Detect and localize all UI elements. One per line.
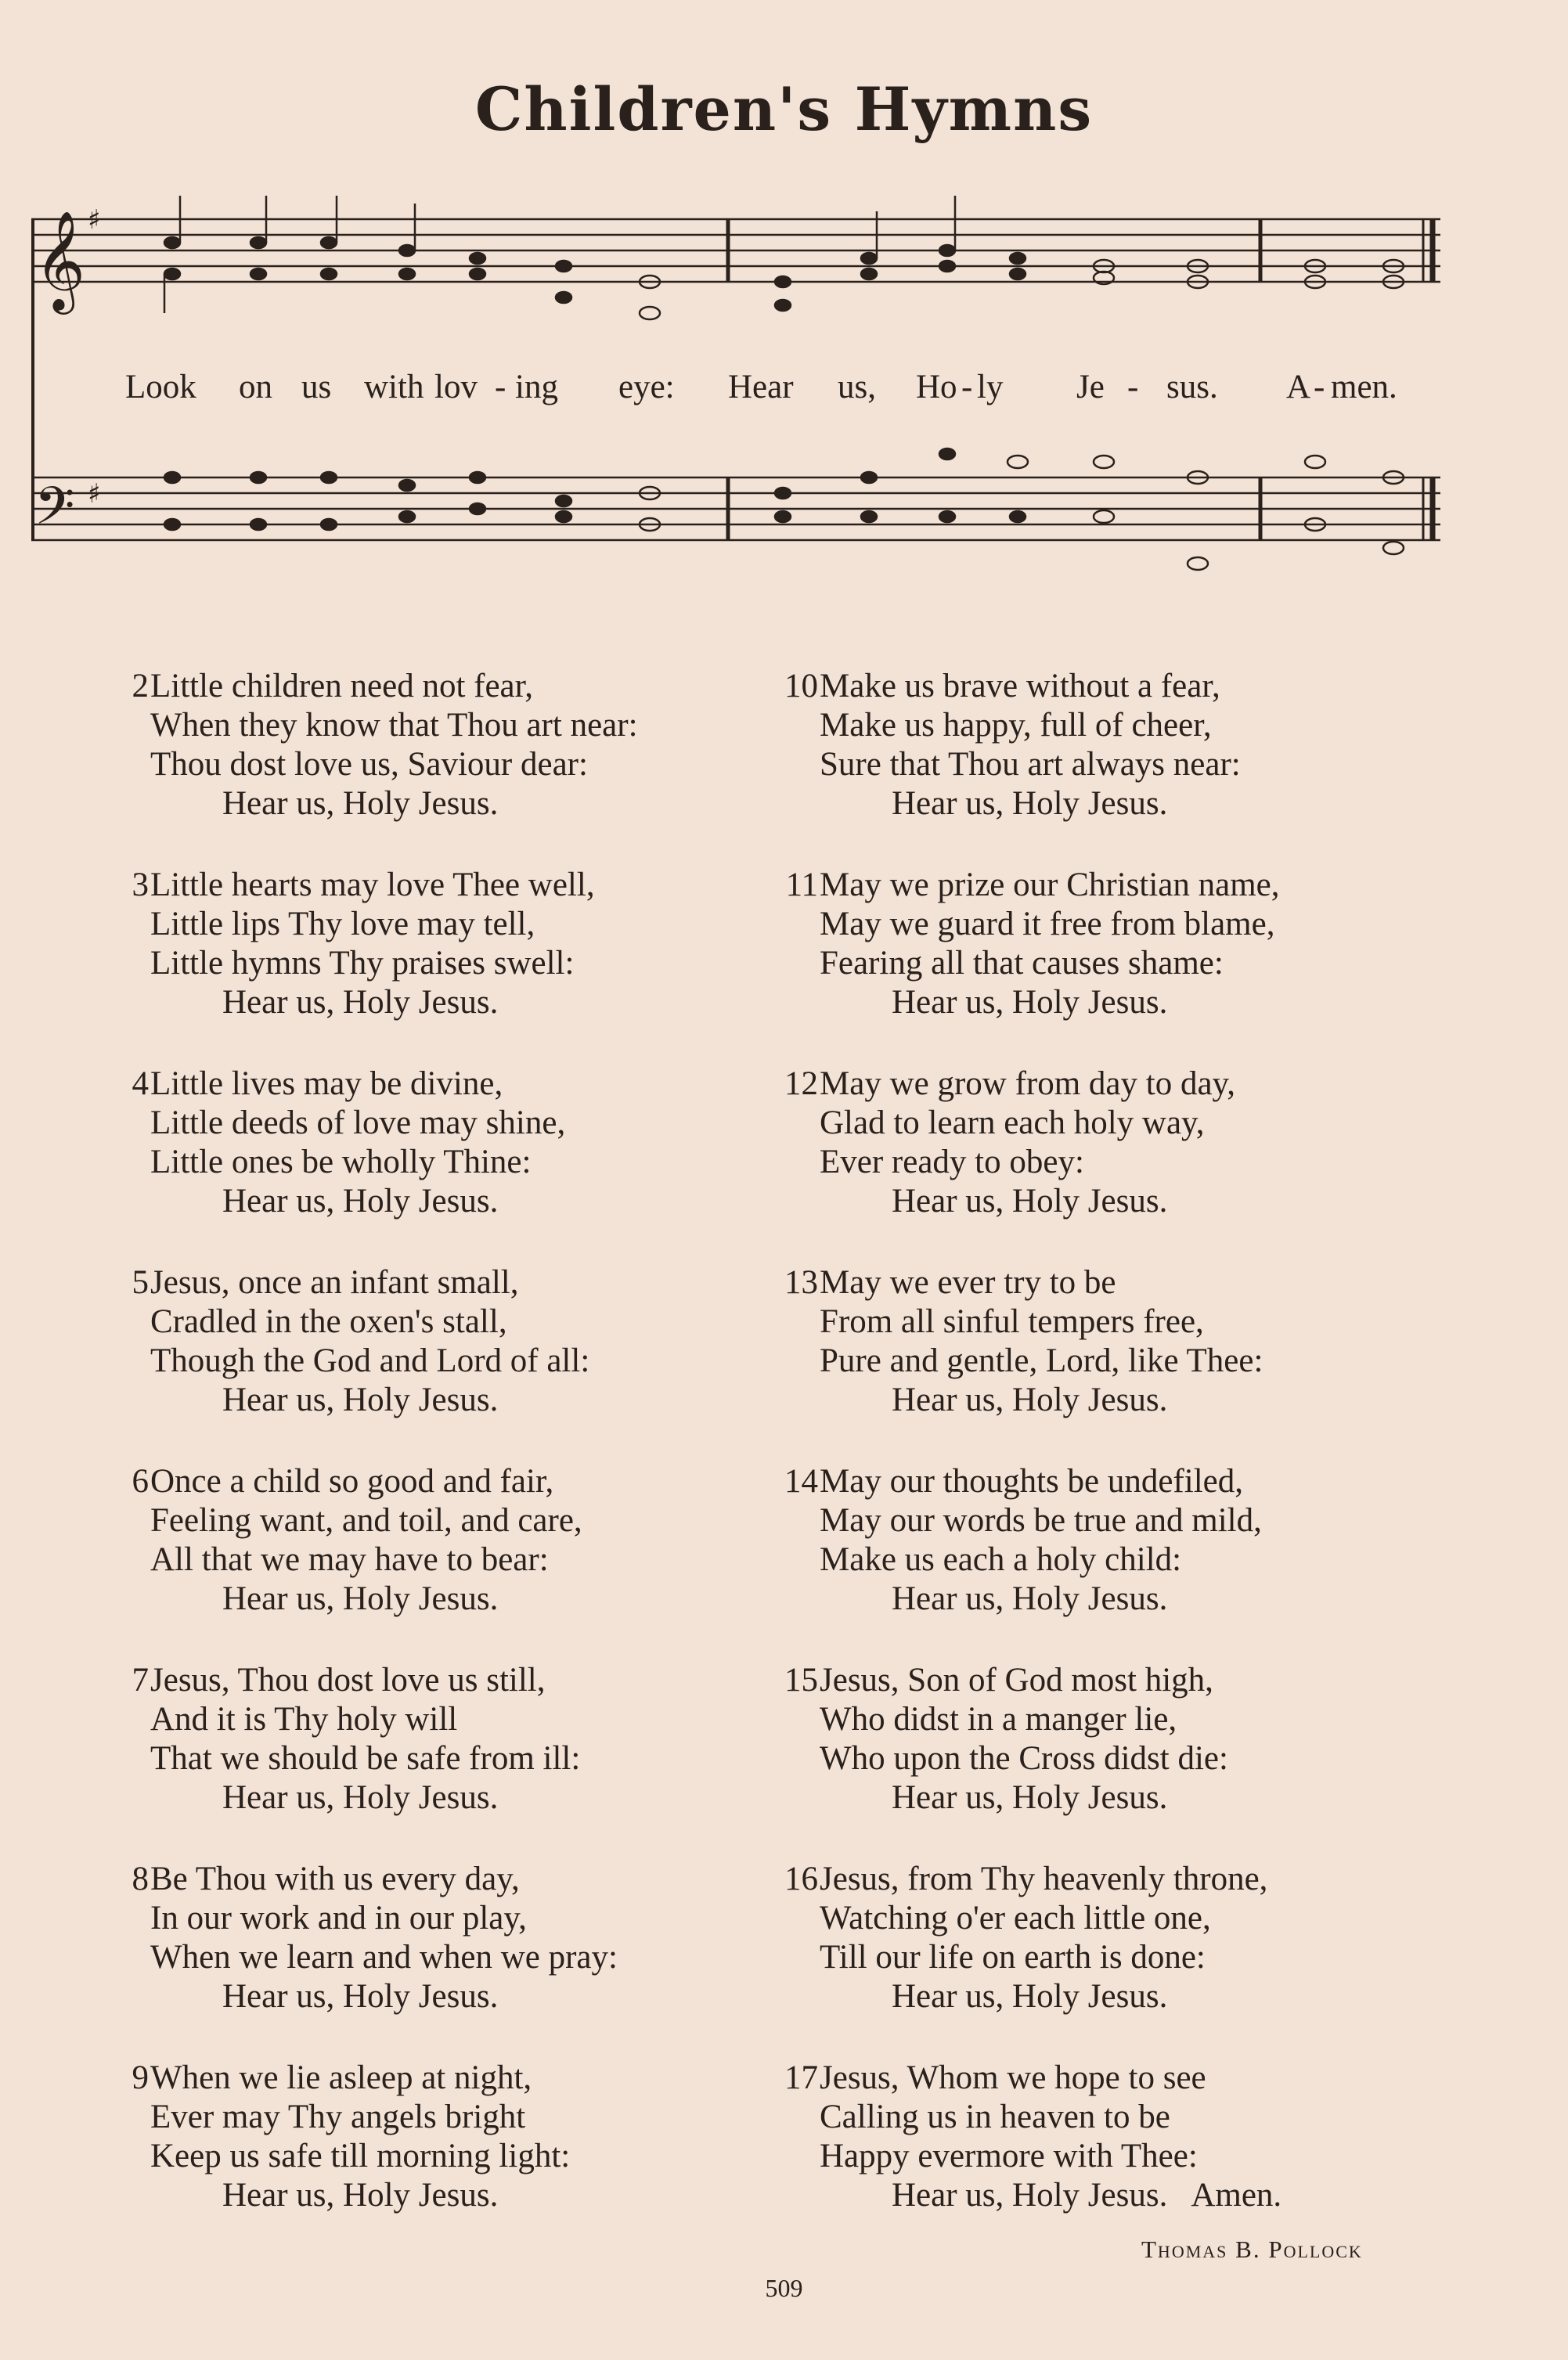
stanza-number: 10	[784, 668, 818, 704]
stanza-line: Little children need not fear,	[150, 668, 533, 704]
stanza-line: Happy evermore with Thee:	[820, 2138, 1198, 2174]
stanza	[102, 1661, 791, 1860]
lyric-syllable: lov	[434, 369, 478, 405]
stanza	[771, 2059, 1460, 2257]
treble-key-sharp: ♯	[88, 204, 101, 236]
stanza-line: Cradled in the oxen's stall,	[150, 1303, 507, 1340]
stanza	[771, 667, 1460, 866]
lyric-syllable: -	[1127, 369, 1139, 405]
lyric-syllable: A	[1286, 369, 1311, 405]
lyric-syllable: -	[961, 369, 973, 405]
lyric-underlay	[125, 368, 1433, 415]
stanza-line: May our thoughts be undefiled,	[820, 1463, 1243, 1500]
stanza-line: Calling us in heaven to be	[820, 2099, 1170, 2135]
stanza-line: Ever may Thy angels bright	[150, 2099, 526, 2135]
stanza-number: 9	[132, 2059, 149, 2096]
lyric-syllable: eye:	[618, 369, 675, 405]
bass-key-sharp: ♯	[88, 478, 101, 510]
stanza-number: 5	[132, 1264, 149, 1301]
stanza-line: Who didst in a manger lie,	[820, 1701, 1177, 1738]
refrain-text: Hear us, Holy Jesus.	[892, 984, 1168, 1021]
stanza-line: May we guard it free from blame,	[820, 906, 1275, 942]
stanza-line: Ever ready to obey:	[820, 1144, 1084, 1180]
stanza	[102, 1860, 791, 2059]
stanza-line: Little lips Thy love may tell,	[150, 906, 535, 942]
lyric-syllable: -	[495, 369, 506, 405]
refrain-text: Hear us, Holy Jesus.	[892, 1779, 1168, 1816]
stanza-refrain	[150, 1580, 582, 1619]
refrain-text: Hear us, Holy Jesus.	[892, 785, 1168, 822]
stanza-line: Feeling want, and toil, and care,	[150, 1502, 582, 1539]
stanza	[771, 1065, 1460, 1263]
stanza-refrain	[820, 1381, 1263, 1420]
stanza-number: 16	[784, 1861, 818, 1897]
refrain-text: Hear us, Holy Jesus.	[892, 1183, 1168, 1220]
stanza-line: Jesus, Son of God most high,	[820, 1662, 1213, 1699]
stanza-line: Thou dost love us, Saviour dear:	[150, 746, 588, 783]
refrain-text: Hear us, Holy Jesus.	[222, 1978, 499, 2015]
treble-staff	[31, 219, 1440, 282]
refrain-text: Hear us, Holy Jesus.	[892, 1580, 1168, 1617]
stanza-number: 4	[132, 1065, 149, 1102]
stanza-number: 15	[784, 1662, 818, 1699]
stanza-line: Little hearts may love Thee well,	[150, 867, 595, 903]
lyric-syllable: men.	[1331, 369, 1397, 405]
stanza-line: Little deeds of love may shine,	[150, 1104, 566, 1141]
refrain-text: Hear us, Holy Jesus.	[222, 1183, 499, 1220]
stanza-line: Jesus, Whom we hope to see	[820, 2059, 1206, 2096]
refrain-text: Hear us, Holy Jesus.	[892, 1382, 1168, 1418]
lyric-syllable: Ho	[916, 369, 957, 405]
stanza-line: Make us brave without a fear,	[820, 668, 1220, 704]
stanza	[102, 1263, 791, 1462]
amen-text: Amen.	[1191, 2177, 1282, 2214]
stanza-number: 13	[784, 1264, 818, 1301]
stanza-line: Glad to learn each holy way,	[820, 1104, 1205, 1141]
stanza-line: In our work and in our play,	[150, 1900, 527, 1937]
stanza-line: Watching o'er each little one,	[820, 1900, 1211, 1937]
stanza-number: 3	[132, 867, 149, 903]
bass-staff	[31, 477, 1440, 540]
stanza-line: Make us each a holy child:	[820, 1541, 1182, 1578]
stanza-refrain	[820, 784, 1241, 823]
stanza-line: From all sinful tempers free,	[820, 1303, 1204, 1340]
stanza-refrain	[820, 1778, 1228, 1818]
stanza-line: May we prize our Christian name,	[820, 867, 1280, 903]
lyric-syllable: ly	[977, 369, 1004, 405]
stanza	[771, 1860, 1460, 2059]
stanza-refrain	[820, 1182, 1235, 1221]
refrain-text: Hear us, Holy Jesus.	[892, 1978, 1168, 2015]
stanza	[102, 866, 791, 1065]
stanza-line: Pure and gentle, Lord, like Thee:	[820, 1342, 1263, 1379]
stanza-line: Fearing all that causes shame:	[820, 945, 1224, 982]
author-credit: Thomas B. Pollock	[1141, 2236, 1363, 2263]
stanza-line: When they know that Thou art near:	[150, 707, 638, 744]
stanza-refrain	[150, 1977, 618, 2016]
stanza-refrain	[820, 983, 1280, 1022]
stanza	[771, 1462, 1460, 1661]
stanza	[771, 1661, 1460, 1860]
stanza-number: 2	[132, 668, 149, 704]
stanza	[771, 1263, 1460, 1462]
stanza	[771, 866, 1460, 1065]
stanza-refrain	[150, 1182, 565, 1221]
stanza-line: Once a child so good and fair,	[150, 1463, 554, 1500]
lyric-syllable: Hear	[728, 369, 794, 405]
stanza-refrain	[820, 1580, 1262, 1619]
stanza	[102, 2059, 791, 2257]
lyric-syllable: with	[364, 369, 424, 405]
stanza-refrain	[150, 983, 595, 1022]
stanza-line: Little lives may be divine,	[150, 1065, 503, 1102]
stanza-line: Till our life on earth is done:	[820, 1939, 1206, 1976]
stanza-refrain	[150, 784, 638, 823]
stanza-column-right	[771, 667, 1460, 2257]
lyric-syllable: us	[301, 369, 332, 405]
stanza-line: Though the God and Lord of all:	[150, 1342, 590, 1379]
stanza-number: 14	[784, 1463, 818, 1500]
stanza	[102, 667, 791, 866]
stanza-line: Be Thou with us every day,	[150, 1861, 520, 1897]
stanza-refrain	[820, 2176, 1281, 2215]
stanza-column-left	[102, 667, 791, 2257]
refrain-text: Hear us, Holy Jesus.	[222, 1779, 499, 1816]
stanza-line: That we should be safe from ill:	[150, 1740, 581, 1777]
stanza-line: Little hymns Thy praises swell:	[150, 945, 575, 982]
lyric-syllable: -	[1314, 369, 1325, 405]
stanza-line: Little ones be wholly Thine:	[150, 1144, 532, 1180]
stanza-line: Jesus, Thou dost love us still,	[150, 1662, 546, 1699]
stanza-line: When we learn and when we pray:	[150, 1939, 618, 1976]
stanza-refrain	[150, 2176, 570, 2215]
stanza	[102, 1065, 791, 1263]
stanza-line: And it is Thy holy will	[150, 1701, 458, 1738]
stanza-refrain	[150, 1778, 580, 1818]
refrain-text: Hear us, Holy Jesus.	[222, 785, 499, 822]
hymn-title: Children's Hymns	[474, 74, 1094, 144]
stanza-line: Keep us safe till morning light:	[150, 2138, 571, 2174]
lyric-syllable: ing	[515, 369, 558, 405]
stanza-number: 12	[784, 1065, 818, 1102]
stanza-line: When we lie asleep at night,	[150, 2059, 532, 2096]
stanza-line: Jesus, from Thy heavenly throne,	[820, 1861, 1268, 1897]
lyric-syllable: Je	[1076, 369, 1105, 405]
stanza-line: All that we may have to bear:	[150, 1541, 549, 1578]
page-number: 509	[765, 2274, 803, 2302]
stanza-number: 8	[132, 1861, 149, 1897]
stanza-line: Who upon the Cross didst die:	[820, 1740, 1228, 1777]
stanza-line: May our words be true and mild,	[820, 1502, 1262, 1539]
stanza-line: Sure that Thou art always near:	[820, 746, 1241, 783]
lyric-syllable: us,	[838, 369, 876, 405]
stanza-number: 11	[785, 867, 818, 903]
stanza-number: 17	[784, 2059, 818, 2096]
refrain-text: Hear us, Holy Jesus.	[222, 1382, 499, 1418]
stanza-line: May we ever try to be	[820, 1264, 1116, 1301]
refrain-text: Hear us, Holy Jesus.	[892, 2177, 1168, 2214]
stanza-line: Jesus, once an infant small,	[150, 1264, 519, 1301]
stanza-line: May we grow from day to day,	[820, 1065, 1235, 1102]
bass-clef: 𝄢	[34, 476, 75, 549]
lyric-syllable: Look	[125, 369, 196, 405]
stanza-line: Make us happy, full of cheer,	[820, 707, 1212, 744]
refrain-text: Hear us, Holy Jesus.	[222, 1580, 499, 1617]
stanza-refrain	[820, 1977, 1267, 2016]
treble-notes	[164, 196, 1404, 319]
treble-clef: 𝄞	[34, 210, 86, 310]
stanza-number: 6	[132, 1463, 149, 1500]
stanza-number: 7	[132, 1662, 149, 1699]
stanza	[102, 1462, 791, 1661]
lyric-syllable: sus.	[1166, 369, 1218, 405]
refrain-text: Hear us, Holy Jesus.	[222, 984, 499, 1021]
stanza-refrain	[150, 1381, 589, 1420]
lyric-syllable: on	[239, 369, 272, 405]
refrain-text: Hear us, Holy Jesus.	[222, 2177, 499, 2214]
